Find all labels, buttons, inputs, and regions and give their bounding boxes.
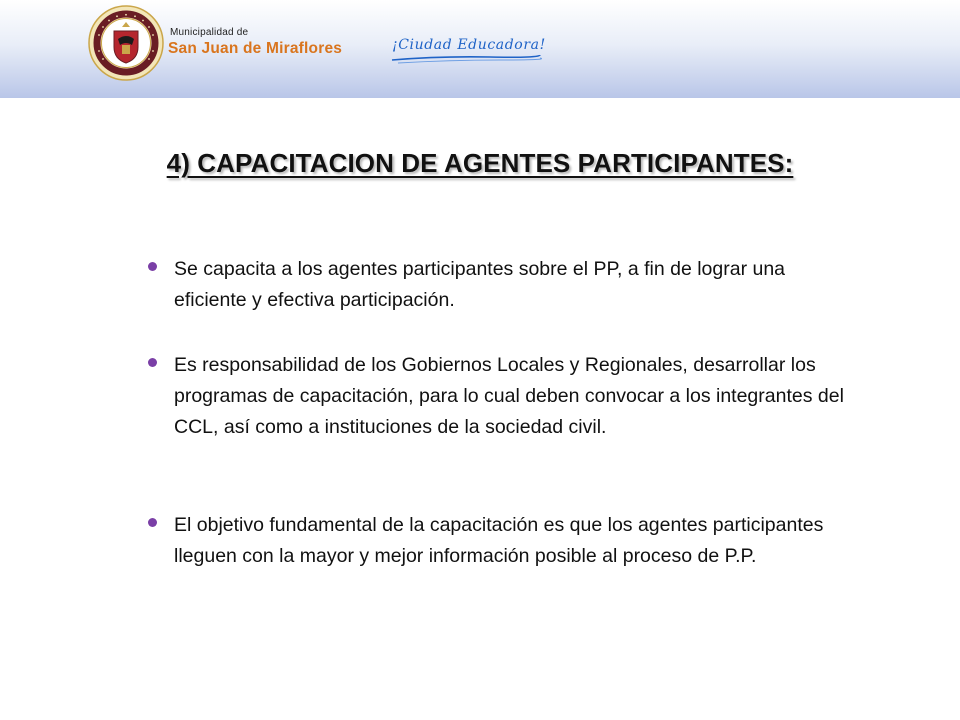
municipality-label: Municipalidad de bbox=[170, 27, 249, 38]
bullet-dot-icon bbox=[148, 358, 157, 367]
municipality-name: San Juan de Miraflores bbox=[168, 40, 343, 57]
bullet-text: Se capacita a los agentes participantes sobre el PP, a fin de lograr una eficiente y efectiva participación. bbox=[174, 258, 786, 311]
municipality-crest-logo bbox=[88, 5, 164, 81]
bullet-dot-icon bbox=[148, 518, 157, 527]
bullet-item bbox=[148, 254, 848, 316]
bullet-item bbox=[148, 510, 848, 572]
bullet-dot-icon bbox=[148, 262, 157, 271]
bullet-text: El objetivo fundamental de la capacitación es que los agentes participantes lleguen con la mayor y mejor información posible al proceso de P.P. bbox=[174, 514, 824, 567]
bullet-item bbox=[148, 350, 848, 443]
bullet-text: Es responsabilidad de los Gobiernos Locales y Regionales, desarrollar los programas de capacitación, para lo cual deben convocar a los integrantes del CCL, así como a instituciones de la sociedad civil. bbox=[174, 354, 844, 438]
slogan-underline bbox=[390, 51, 542, 65]
slide-title: 4) CAPACITACION DE AGENTES PARTICIPANTES: bbox=[166, 148, 794, 178]
header-band bbox=[0, 0, 960, 98]
slogan-text: ¡Ciudad Educadora! bbox=[392, 37, 546, 53]
